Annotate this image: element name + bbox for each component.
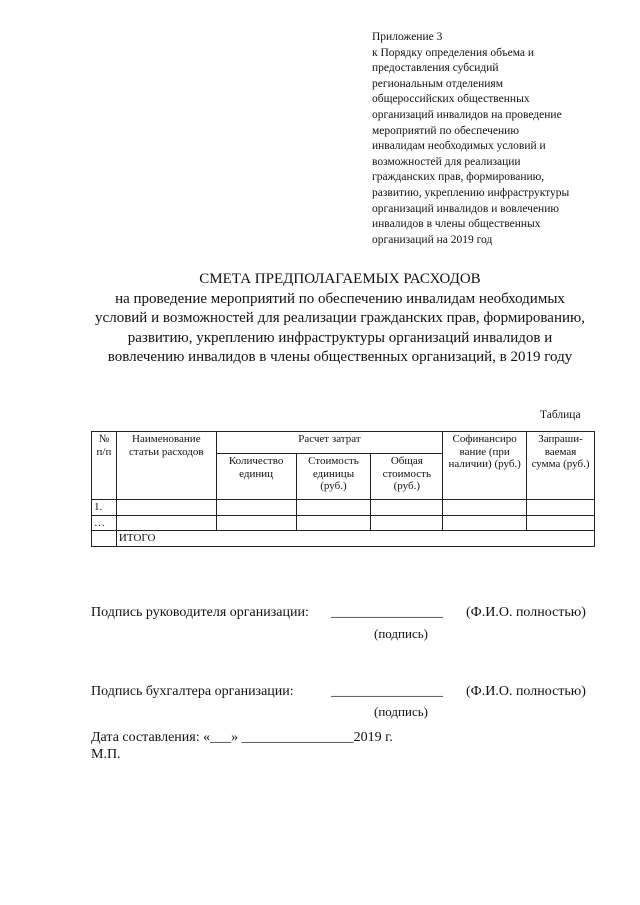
appendix-line: развитию, укреплению инфраструктуры xyxy=(372,186,570,199)
row-number: … xyxy=(92,515,117,531)
document-heading xyxy=(60,270,620,368)
table-cell xyxy=(371,515,443,531)
appendix-line: общероссийских общественных xyxy=(372,93,530,106)
header-name: Наименование статьи расходов xyxy=(116,432,216,500)
compilation-date: Дата составления: «___» ________________2019 г. xyxy=(91,730,393,745)
heading-line: на проведение мероприятий по обеспечению инвалидам необходимых xyxy=(115,290,565,307)
appendix-line: организаций инвалидов и вовлечению xyxy=(372,202,559,215)
header-requested: Запраши- ваемая сумма (руб.) xyxy=(527,432,595,500)
heading-line: вовлечению инвалидов в члены общественных организаций, в 2019 году xyxy=(107,349,573,365)
head-signature-caption: (подпись) xyxy=(374,626,428,641)
seal-placeholder: М.П. xyxy=(91,747,121,762)
head-signature-line: ________________ xyxy=(331,605,443,620)
header-calc: Расчет затрат xyxy=(216,432,443,454)
accountant-signature-caption: (подпись) xyxy=(374,704,428,719)
appendix-line: мероприятий по обеспечению xyxy=(372,124,519,137)
budget-table xyxy=(91,431,595,547)
head-fio-label: (Ф.И.О. полностью) xyxy=(466,605,586,620)
appendix-block xyxy=(372,30,607,248)
header-total-cost: Общая стоимость (руб.) xyxy=(371,454,443,500)
table-cell xyxy=(527,515,595,531)
heading-line: условий и возможностей для реализации гражданских прав, формированию, xyxy=(95,310,585,326)
heading-line: развитию, укреплению инфраструктуры организаций инвалидов и xyxy=(127,329,553,346)
appendix-line: к Порядку определения объема и xyxy=(372,46,535,59)
table-cell xyxy=(116,515,216,531)
table-cell xyxy=(296,500,371,516)
document-title: СМЕТА ПРЕДПОЛАГАЕМЫХ РАСХОДОВ xyxy=(199,271,481,287)
table-cell xyxy=(216,515,296,531)
header-qty: Количество единиц xyxy=(216,454,296,500)
appendix-line: организаций инвалидов на проведение xyxy=(372,108,562,121)
table-caption: Таблица xyxy=(540,409,581,421)
header-num: № п/п xyxy=(92,432,117,500)
head-signature-label: Подпись руководителя организации: xyxy=(91,605,309,620)
table-cell xyxy=(443,500,527,516)
accountant-signature-line: ________________ xyxy=(331,684,443,699)
total-label: ИТОГО xyxy=(116,531,594,547)
table-cell xyxy=(92,531,117,547)
accountant-signature-label: Подпись бухгалтера организации: xyxy=(91,684,294,699)
table-cell xyxy=(443,515,527,531)
table-row xyxy=(92,515,595,531)
header-cofinancing: Софинансиро вание (при наличии) (руб.) xyxy=(443,432,527,500)
appendix-line: инвалидов в члены общественных xyxy=(372,218,541,231)
table-cell xyxy=(216,500,296,516)
table-cell xyxy=(116,500,216,516)
table-total-row xyxy=(92,531,595,547)
appendix-line: гражданских прав, формированию, xyxy=(372,171,545,184)
appendix-line: региональным отделениям xyxy=(372,77,503,90)
accountant-fio-label: (Ф.И.О. полностью) xyxy=(466,684,586,699)
table-header-row xyxy=(92,432,595,454)
table-cell xyxy=(527,500,595,516)
table-cell xyxy=(296,515,371,531)
table-cell xyxy=(371,500,443,516)
row-number: 1. xyxy=(92,500,117,516)
appendix-line: организаций на 2019 год xyxy=(372,233,493,246)
appendix-line: Приложение 3 xyxy=(372,31,443,43)
appendix-line: предоставления субсидий xyxy=(372,62,499,75)
header-unit-cost: Стоимость единицы (руб.) xyxy=(296,454,371,500)
table-row xyxy=(92,500,595,516)
appendix-line: инвалидам необходимых условий и xyxy=(372,140,546,153)
appendix-line: возможностей для реализации xyxy=(372,155,521,168)
